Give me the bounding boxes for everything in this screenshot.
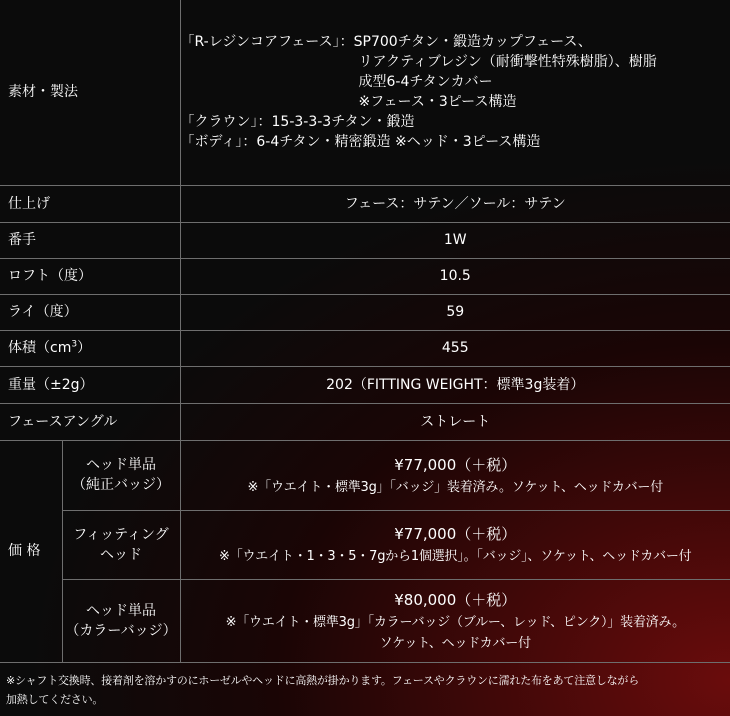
finish-value: フェース：サテン／ソール：サテン [180, 185, 730, 222]
weight-row [0, 366, 730, 403]
volume-label-sup: 3 [71, 339, 78, 350]
volume-label-text: 体積（cm [8, 340, 72, 356]
material-label: 素材・製法 [0, 0, 180, 185]
body-spec: 「ボディ」：6-4チタン・精密鍛造 ※ヘッド・3ピース構造 [180, 134, 541, 151]
face-key: 「R-レジンコアフェース」： [180, 34, 354, 51]
weight-label: 重量（±2g） [0, 366, 180, 403]
face-val-1: SP700チタン・鍛造カップフェース、 [353, 34, 592, 51]
volume-label-end: ） [77, 340, 92, 356]
lie-label: ライ（度） [0, 294, 180, 330]
footnote [6, 671, 726, 709]
price-sub-3-line-1: ヘッド単品 [86, 602, 156, 619]
material-value [180, 0, 730, 185]
volume-value: 455 [180, 330, 730, 366]
price-sub-3 [62, 579, 180, 662]
loft-value: 10.5 [180, 258, 730, 294]
price-note-3b: ソケット、ヘッドカバー付 [379, 635, 531, 651]
price-sub-1 [62, 440, 180, 510]
price-value-2 [180, 510, 730, 579]
price-amount-3: ¥80,000（＋税） [394, 590, 517, 609]
face-angle-label: フェースアングル [0, 403, 180, 440]
price-sub-2-line-1: フィッティング [73, 526, 169, 543]
volume-row [0, 330, 730, 366]
price-sub-1-line-1: ヘッド単品 [86, 457, 156, 473]
price-note-1: ※「ウエイト・標準3g」「バッジ」装着済み。ソケット、ヘッドカバー付 [247, 479, 664, 495]
face-val-4: ※フェース・3ピース構造 [358, 94, 517, 111]
price-sub-2-line-2: ヘッド [100, 546, 142, 563]
finish-row [0, 185, 730, 222]
price-note-3: ※「ウエイト・標準3g」「カラーバッジ（ブルー、レッド、ピンク）」装着済み。 [225, 614, 685, 630]
face-val-2: リアクティブレジン（耐衝撃性特殊樹脂）、樹脂 [358, 54, 657, 71]
price-value-1 [180, 440, 730, 510]
price-row-1 [0, 440, 730, 510]
number-value: 1W [180, 222, 730, 258]
lie-value: 59 [180, 294, 730, 330]
price-value-3 [180, 579, 730, 662]
loft-label: ロフト（度） [0, 258, 180, 294]
price-amount-2: ¥77,000（＋税） [394, 525, 517, 543]
volume-label [0, 330, 180, 366]
face-val-3: 成型6-4チタンカバー [358, 74, 493, 91]
price-sub-3-line-2: （カラーバッジ） [65, 622, 177, 639]
price-sub-2 [62, 510, 180, 579]
price-row-2 [0, 510, 730, 579]
footnote-line-1: ※シャフト交換時、接着剤を溶かすのにホーゼルやヘッドに高熱が掛かります。フェースやクラウンに濡れた布をあて注意しながら [6, 674, 639, 687]
price-amount-1: ¥77,000（＋税） [394, 455, 517, 474]
number-row [0, 222, 730, 258]
weight-value: 202（FITTING WEIGHT：標準3g装着） [180, 366, 730, 403]
price-sub-1-line-2: （純正バッジ） [72, 477, 170, 493]
face-angle-row [0, 403, 730, 440]
lie-row [0, 294, 730, 330]
loft-row [0, 258, 730, 294]
crown-spec: 「クラウン」：15-3-3-3チタン・鍛造 [180, 114, 415, 131]
face-angle-value: ストレート [180, 403, 730, 440]
price-note-2: ※「ウエイト・1・3・5・7gから1個選択」。「バッジ」、ソケット、ヘッドカバー付 [219, 549, 692, 564]
finish-label: 仕上げ [0, 185, 180, 222]
price-row-3 [0, 579, 730, 662]
material-row [0, 0, 730, 185]
number-label: 番手 [0, 222, 180, 258]
footnote-line-2: 加熱してください。 [6, 693, 104, 706]
price-label: 価 格 [0, 440, 62, 662]
